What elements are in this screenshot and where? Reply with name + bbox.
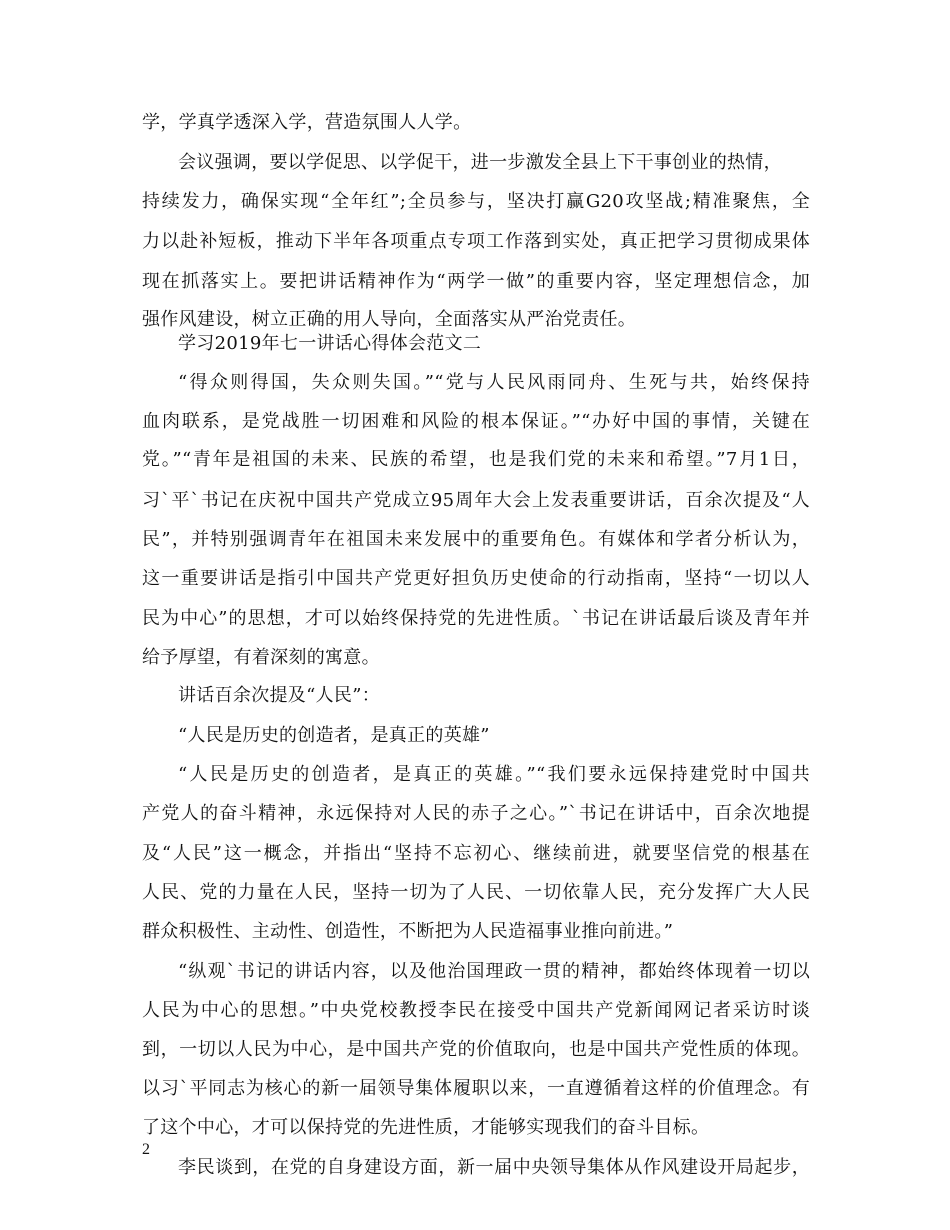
- text-line: 李民谈到，在党的自身建设方面，新一届中央领导集体从作风建设开局起步，: [178, 1157, 810, 1178]
- text-line: “纵观`书记的讲话内容，以及他治国理政一贯的精神，都始终体现着一切以: [178, 961, 810, 982]
- text-line: 产党人的奋斗精神，永远保持对人民的赤子之心。”`书记在讲话中，百余次地提: [142, 803, 810, 824]
- text-line: 学，学真学透深入学，营造氛围人人学。: [142, 112, 472, 133]
- text-line: 持续发力，确保实现“全年红”;全员参与，坚决打赢G20攻坚战;精准聚焦，全: [142, 191, 810, 212]
- page-number: 2: [142, 1141, 150, 1158]
- text-line: 血肉联系，是党战胜一切困难和风险的根本保证。”“办好中国的事情，关键在: [142, 411, 810, 432]
- text-line: 人民为中心的思想。”中央党校教授李民在接受中国共产党新闻网记者采访时谈: [142, 1000, 810, 1021]
- text-line: 力以赴补短板，推动下半年各项重点专项工作落到实处，真正把学习贯彻成果体: [142, 231, 810, 252]
- text-line: 人民、党的力量在人民，坚持一切为了人民、一切依靠人民，充分发挥广大人民: [142, 882, 810, 903]
- text-line: “人民是历史的创造者，是真正的英雄。”“我们要永远保持建党时中国共: [178, 764, 810, 785]
- text-line: 民为中心”的思想，才可以始终保持党的先进性质。`书记在讲话最后谈及青年并: [142, 608, 810, 629]
- text-line: 这一重要讲话是指引中国共产党更好担负历史使命的行动指南，坚持“一切以人: [142, 568, 810, 589]
- text-line: 到，一切以人民为中心，是中国共产党的价值取向，也是中国共产党性质的体现。: [142, 1039, 810, 1060]
- text-line: 会议强调，要以学促思、以学促干，进一步激发全县上下干事创业的热情，: [178, 152, 782, 173]
- text-line: 习`平`书记在庆祝中国共产党成立95周年大会上发表重要讲话，百余次提及“人: [142, 490, 810, 511]
- text-line: 强作风建设，树立正确的用人导向，全面落实从严治党责任。: [142, 309, 637, 330]
- subheading: 讲话百余次提及“人民”：: [178, 685, 381, 706]
- text-line: 党。”“青年是祖国的未来、民族的希望，也是我们党的未来和希望。”7月1日，: [142, 449, 810, 470]
- text-line: “得众则得国，失众则失国。”“党与人民风雨同舟、生死与共，始终保持: [178, 372, 810, 393]
- text-line: 了这个中心，才可以保持党的先进性质，才能够实现我们的奋斗目标。: [142, 1117, 710, 1138]
- text-line: 群众积极性、主动性、创造性，不断把为人民造福事业推向前进。”: [142, 921, 674, 942]
- text-line: 及“人民”这一概念，并指出“坚持不忘初心、继续前进，就要坚信党的根基在: [142, 843, 810, 864]
- subheading: “人民是历史的创造者，是真正的英雄”: [178, 725, 490, 746]
- section-heading: 学习2019年七一讲话心得体会范文二: [178, 333, 482, 354]
- text-line: 现在抓落实上。要把讲话精神作为“两学一做”的重要内容，坚定理想信念，加: [142, 271, 810, 292]
- text-line: 以习`平同志为核心的新一届领导集体履职以来，一直遵循着这样的价值理念。有: [142, 1078, 810, 1099]
- text-line: 民”，并特别强调青年在祖国未来发展中的重要角色。有媒体和学者分析认为，: [142, 529, 810, 550]
- text-line: 给予厚望，有着深刻的寓意。: [142, 647, 380, 668]
